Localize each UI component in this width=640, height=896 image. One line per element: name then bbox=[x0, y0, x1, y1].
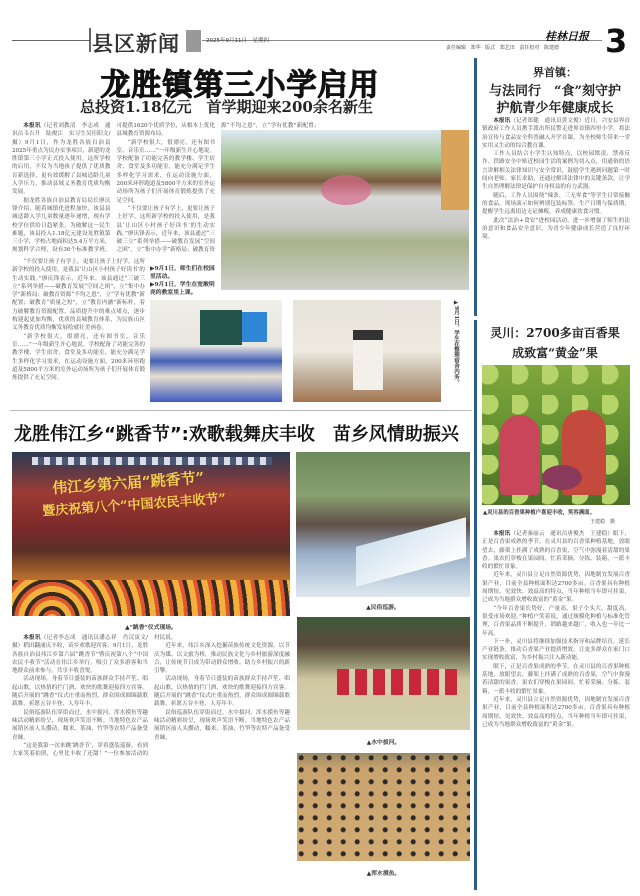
top-story-body bbox=[12, 122, 320, 257]
top-story-headline: 龙胜镇第三小学启用 bbox=[100, 68, 380, 103]
lead-label: 本报讯 bbox=[23, 635, 41, 641]
editor-credits: 责任编辑 郑华 版式 郑艺田 责任校对 陈建德 bbox=[446, 45, 559, 51]
photo-lights bbox=[32, 457, 272, 465]
sidebar-accent-bar-2 bbox=[474, 320, 477, 890]
sidebar-story2-title-line1: 灵川：2700多亩百香果 bbox=[490, 326, 620, 340]
photo-team bbox=[337, 669, 457, 695]
photo-banner-line2: 暨庆祝第八个“中国农民丰收节” bbox=[41, 491, 227, 520]
photo-building bbox=[441, 130, 469, 210]
section-label: 县区新闻 bbox=[92, 31, 180, 56]
top-story-body-continued bbox=[12, 258, 145, 402]
lead-label: 本报讯 bbox=[493, 118, 511, 124]
masthead-rule-left bbox=[12, 40, 90, 41]
sidebar-story1-title-line2: 护航青少年健康成长 bbox=[496, 101, 614, 116]
photo-school-campus-stairs bbox=[221, 130, 469, 290]
paragraph: 眼下，正是百香果成熟的季节。在灵川县的百香果种植基地，放眼望去，藤架上挂满了成熟的百香果，空气中弥漫着清甜的果香。果农们穿梭在果园间，忙着采摘、分拣、装箱，一派丰收的繁忙景象。 bbox=[482, 663, 630, 695]
photo-classroom bbox=[150, 300, 282, 402]
caption-classroom: ▶9月1日，学生在宽敞明亮的教室里上课。 bbox=[150, 282, 215, 296]
photo-fish-catching bbox=[297, 753, 470, 861]
caption-dormitory: ▶9月1日，学生在整理宿舍内务。 bbox=[453, 300, 459, 386]
photo-parade bbox=[296, 452, 470, 597]
paragraph: 9月1日，作为龙胜各族自治县2025年重点为民办实事项目，新建的龙胜镇第三小学正式投入使用。这所学校的启用，不仅为当地孩子提供了优质教育新选择，更有效缓解了县城适龄儿童入学压力，推动县域义务教育优质均衡发展。 bbox=[12, 139, 111, 196]
headline-part2: 欢歌载舞庆丰收 苗乡风情助振兴 bbox=[188, 424, 459, 445]
sidebar-accent-bar bbox=[474, 58, 477, 316]
bottom-story-headline bbox=[14, 420, 474, 446]
photo-student bbox=[353, 330, 383, 390]
sidebar-story1-kicker: 界首镇： bbox=[533, 66, 577, 79]
top-story-subheadline: 总投资1.18亿元 首学期迎来200余名新生 bbox=[80, 98, 373, 116]
paragraph: 近年来，灵川县立足自然资源优势，因地制宜发展百香果产业，目前全县种植面积达2700多亩。百香果具有种植周期短、见效快、效益高的特点，当年种植当年即可挂果，已成为当地群众增收致富的“黄金”果。 bbox=[482, 572, 630, 604]
paragraph: 眼下，正是百香果成熟的季节。在灵川县的百香果种植基地，放眼望去，藤架上挂满了成熟的百香果，空气中弥漫着清甜的果香。果农们穿梭在果园间，忙着采摘、分拣、装箱，一派丰收的繁忙景象。 bbox=[482, 531, 630, 571]
paragraph: “不仅要让孩子有学上，更要让孩子上好学。这所新学校的投入使用，是我县‘让山区小村孩子好读书’的生动实践。”廖庆锋表示，近年来，该县通过“三破三立”系列举措——破教育发展“空间之困”，立“集中办学”新格局；破教育资源“不均之患”，立“学有优教”新配置；破教育“质量之短”，立“教育内涵”新标杆，着力破解教育资源配置、品质提升中的难点堵点，逐步构建起更加均衡、优质的县城教育体系，为民族山区义务教育优质均衡发展绘就壮美画卷。 bbox=[12, 259, 145, 332]
headline-part1: 龙胜伟江乡“跳香节”: bbox=[14, 424, 189, 445]
paragraph: “不仅要让孩子有学上，更要让孩子上好学。这所新学校的投入使用，是我县‘让山区小村孩子好读书’的生动实践。”廖庆锋表示，近年来，该县通过“三破三立”系列举措——破教育发展“空间之困”，立“集中办学”新格局；破教育资源“不均之患”，立“学有优教”新配置； bbox=[116, 123, 320, 254]
bottom-story-body bbox=[12, 634, 290, 890]
photo-credit: 王建稳 摄 bbox=[590, 519, 616, 525]
photo-banner-line1: 伟江乡第六届“跳香节” bbox=[51, 468, 205, 498]
section-marker-block bbox=[186, 30, 201, 52]
sidebar-story2-title-line2: 成致富“黄金”果 bbox=[512, 346, 598, 360]
byline: （记者郑健 通讯员黄文俊） bbox=[510, 118, 585, 124]
caption-campus: ▶9月1日，师生们在校园里活动。 bbox=[150, 266, 215, 280]
photo-hats bbox=[12, 580, 290, 616]
paragraph: “这是我第一次来跳‘跳香节’，穿着盛装巡游，看到大家笑着拍照，心里比丰收了还甜！”一位参加活动的村民说。 bbox=[12, 635, 177, 758]
paragraph: 近年来，伟江乡深入挖掘苗族传统文化资源，以节庆为媒、以文旅为桥，推动民族文化与乡村旅游深度融合，让传统节日成为带动群众增收、助力乡村振兴的新引擎。 bbox=[154, 643, 290, 675]
paragraph: 民俗巡游队伍穿街而过，水中拔河、浑水摸鱼等趣味活动精彩纷呈，现场欢声笑语不断。当地特色农产品展销区前人头攒动，糯米、茶油、竹笋等农特产品备受青睐。 bbox=[154, 709, 290, 741]
byline: （记者刘教清 李志成 通讯员韦吉升 陆俊江 实习生吴佳阳文/摄） bbox=[12, 123, 111, 146]
paragraph: 随后，工作人员围绕“辣条、三无零食”等学生日常接触的食品，现场演示如何辨别包装标签、生产日期与保质期，提醒学生远离街边无证摊贩，养成健康饮食习惯。 bbox=[482, 192, 630, 216]
paragraph: “新学校很大，很漂亮，还有图书室、音乐室……”一年级新生开心地说。学校配备了功能完善的教学楼、学生宿舍、食堂及多功能室，能充分满足学生多样化学习需求，在运动设施方面，200米环形跑道及5800平方米的室外运动场所为孩子们开展体育锻炼提供了充足空间。 bbox=[12, 333, 145, 382]
sidebar-story2-caption: ▲灵川县的百香果种植户喜迎丰收，笑容满面。 bbox=[483, 510, 595, 516]
photo-ceremony bbox=[12, 452, 290, 616]
paragraph: 民俗巡游队伍穿街而过，水中拔河、浑水摸鱼等趣味活动精彩纷呈，现场欢声笑语不断。当地特色农产品展销区前人头攒动，糯米、茶油、竹笋等农特产品备受青睐。 bbox=[12, 709, 148, 741]
paragraph: 稻田翻涌庆丰收，苗乡欢歌迎宾客。9月1日，龙胜各族自治县伟江乡第六届“跳香节”暨庆祝第八个“中国农民丰收节”活动在伟江乡举行，吸引了众多游客和当地群众前来参与，共享丰收喜悦。 bbox=[12, 643, 148, 675]
caption-fish-catching: ▲浑水摸鱼。 bbox=[366, 871, 401, 877]
caption-ceremony: ▲“跳香”仪式现场。 bbox=[125, 625, 177, 631]
paragraph: “今年百香果长势好，产量高，果子个头大、甜度高，很受市场欢迎。”种植户笑着说，通过规模化种植与标准化管理，百香果品质不断提升，销路越来越广，收入也一年比一年高。 bbox=[482, 605, 630, 637]
photo-farmer-1 bbox=[500, 415, 540, 495]
sidebar-story1-body bbox=[482, 117, 630, 313]
photo-mural bbox=[321, 175, 371, 205]
byline: （记者秦丽云 通讯员唐俊杰 王建稳） bbox=[510, 531, 613, 537]
paragraph: 活动现场，身着节日盛装的苗族群众手持芦笙、唱起山歌，以热情的拦门酒、欢快的歌舞迎接四方宾客。随后开展的“跳香”仪式庄重而热烈，群众围成圆圈载歌载舞，祈愿五谷丰登、人寿年丰。 bbox=[12, 676, 148, 708]
newspaper-logo: 桂林日报 bbox=[545, 30, 589, 43]
paragraph: “新学校很大，很漂亮，还有图书室、音乐室……”一年级新生开心地说。学校配备了功能完善的教学楼、学生宿舍、食堂及多功能室，能充分满足学生多样化学习需求，在运动设施方面，200米环形跑道及5800平方米的室外运动场所为孩子们开展体育锻炼提供了充足空间。 bbox=[116, 139, 215, 204]
paragraph: 下一步，灵川县将继续加强技术指导和品牌培育，延长产业链条，推动百香果产业提质增效，让更多群众在家门口实现增收致富，为乡村振兴注入新动能。 bbox=[482, 638, 630, 662]
photo-dormitory bbox=[293, 300, 441, 402]
photo-passion-fruit-farmers bbox=[482, 365, 630, 505]
sidebar-story1-title-line1: 与法同行 “食”刻守护 bbox=[489, 84, 621, 99]
section-divider bbox=[10, 410, 472, 411]
paragraph: 活动现场，身着节日盛装的苗族群众手持芦笙、唱起山歌，以热情的拦门酒、欢快的歌舞迎接四方宾客。随后开展的“跳香”仪式庄重而热烈，群众围成圆圈载歌载舞，祈愿五谷丰登、人寿年丰。 bbox=[154, 676, 290, 708]
issue-date: 2025年9月11日 星期四 bbox=[206, 38, 269, 44]
photo-fruit bbox=[542, 465, 582, 490]
caption-parade: ▲民俗巡游。 bbox=[366, 605, 400, 611]
paragraph: 据龙胜各族自治县教育局局长廖庆锋介绍，随着城镇化进程加快，该县县城适龄入学儿童数量逐年递增，现有学校学位供给日趋紧张。为破解这一民生难题，该县投入1.18亿元建设龙胜镇第三小学，学校占地面积达5.4万平方米，规划科学合理，设有36个标准教学班，可提供1620个优质学位，从根本上优化县城教育资源布局。 bbox=[12, 123, 215, 254]
photo-tug-of-war bbox=[297, 617, 470, 730]
masthead-divider bbox=[89, 28, 91, 52]
lead-label: 本报讯 bbox=[493, 531, 511, 537]
byline: （记者李志成 通讯员潘志祥 肖汉寅文/摄） bbox=[12, 635, 148, 650]
photo-screen bbox=[242, 312, 267, 342]
paragraph: 此次“法治+食安”进校园活动，进一步增强了师生的法治意识和食品安全意识，为青少年健康成长营造了良好环境。 bbox=[482, 217, 630, 241]
photo-blackboard bbox=[200, 310, 242, 345]
page-number: 3 bbox=[605, 22, 628, 60]
paragraph: 近日，兴安县界首镇政府工作人员携手派出所民警走进界首镇四里小学，将法治宣传与食品安全科普融入开学首课，为全校师生带来一堂实用又生动的综合教育课。 bbox=[482, 118, 630, 149]
photo-river bbox=[356, 517, 466, 586]
sidebar-story2-body bbox=[482, 530, 630, 890]
paragraph: 工作人员结合小学生认知特点，以校园欺凌、禁毒反诈、铁路安全中贴近校园生活的案例为切入点，用通俗的语言讲解相关法律知识与安全常识，鼓励学生遇到问题第一时间向老师、家长求助，还通过解读法律中的关键条款，让学生自然理解法律是保护自身权益的有力武器。 bbox=[482, 151, 630, 191]
lead-label: 本报讯 bbox=[23, 123, 41, 129]
paragraph: 近年来，灵川县立足自然资源优势，因地制宜发展百香果产业，目前全县种植面积达2700多亩。百香果具有种植周期短、见效快、效益高的特点，当年种植当年即可挂果，已成为当地群众增收致富的“黄金”果。 bbox=[482, 696, 630, 728]
caption-tug-of-war: ▲水中拔河。 bbox=[366, 740, 401, 746]
